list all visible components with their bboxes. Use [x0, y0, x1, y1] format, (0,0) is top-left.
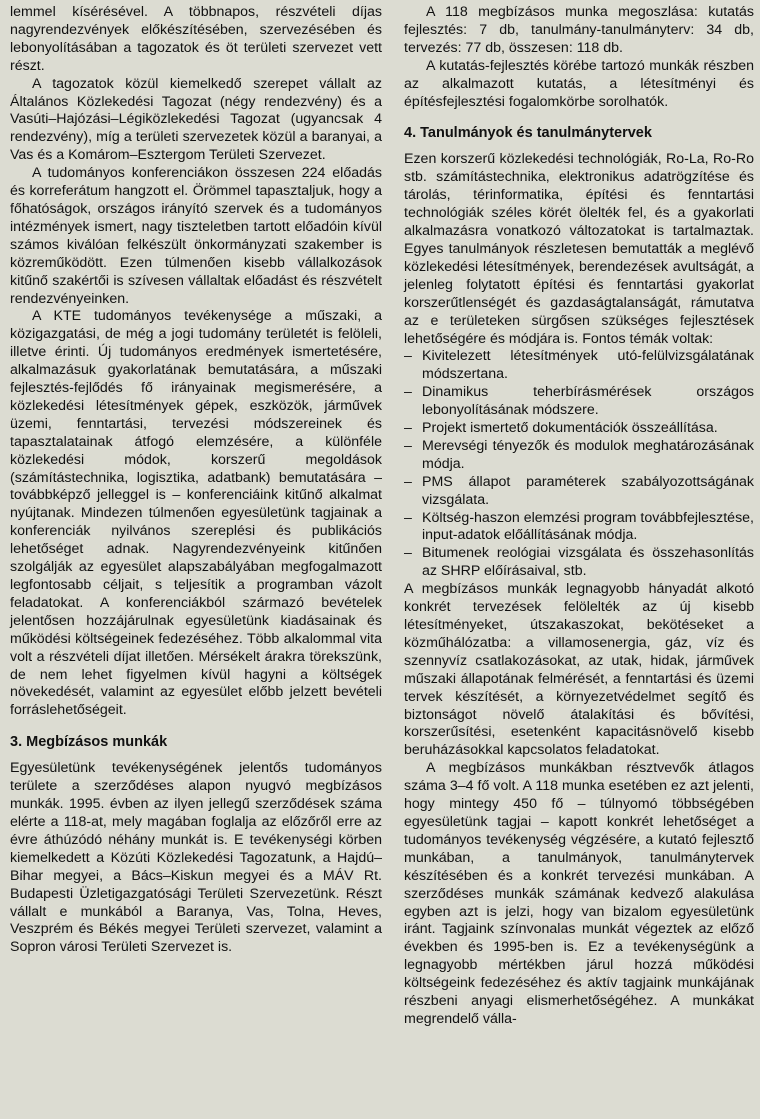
right-column — [404, 4, 754, 1029]
paragraph: A 118 megbízásos munka megoszlása: kutatás fejlesztés: 7 db, tanulmány-tanulmányterv: 34 db, tervezés: 77 db, összesen: 118 db. — [404, 4, 754, 56]
list-item: – Költség-haszon elemzési program továbbfejlesztése, input-adatok előállításának módja. — [404, 510, 754, 546]
list-item: – Projekt ismertető dokumentációk összeállítása. — [404, 420, 754, 438]
section-heading-4: 4. Tanulmányok és tanulmánytervek — [404, 125, 652, 142]
list-item: – PMS állapot paraméterek szabályozottságának vizsgálata. — [404, 474, 754, 510]
paragraph: lemmel kísérésével. A többnapos, részvételi díjas nagyrendezvények előkészítésében, szervezésében és lebonyolításában a tagozatok és öt területi szervezet vett részt. — [10, 4, 382, 74]
paragraph: A megbízásos munkákban résztvevők átlagos száma 3–4 fő volt. A 118 munka esetében ez azt jelenti, hogy mintegy 450 fő – túlnyomó többségében egyesületünk tagjai – kapott konkrét lehetőséget a tudományos tevékenység végzésére, a kutató fejlesztő munkában, a tanulmányok, tanulmánytervek készítésében és a konkrét tervezési munkában. A szerződéses munkák számának kedvező alakulása egyben azt is jelzi, hogy van bizalom egyesületünk iránt. Tagjaink színvonalas munkát végeztek az előző években és 1995-ben is. Ez a tevékenységünk a legnagyobb mértékben járul hozzá működési költségeink fedezéséhez és aktív tagjaink munkájának részbeni anyagi elismerhetőségéhez. A munkákat megrendelő válla- — [404, 760, 754, 1027]
list-item: – Kivitelezett létesítmények utó-felülvizsgálatának módszertana. — [404, 348, 754, 384]
paragraph: A kutatás-fejlesztés körébe tartozó munkák részben az alkalmazott kutatás, a létesítményi és építésfejlesztési fogalomkörbe sorolhatók. — [404, 57, 754, 110]
paragraph: A tagozatok közül kiemelkedő szerepet vállalt az Általános Közlekedési Tagozat (négy rendezvény) és a Vasúti–Hajózási–Légiközlekedési Tagozat (ugyancsak 4 rendezvény), míg a területi szervezetek közül a baranyai, a Vas és a Komárom–Esztergom Területi Szervezet. — [10, 75, 382, 164]
paragraph: Egyesületünk tevékenységének jelentős tudományos területe a szerződéses alapon nyugvó megbízásos munkák. 1995. évben az ilyen jellegű szerződések száma elérte a 118-at, mely magában foglalja az előzőről erre az évre áthúzódó néhány munkát is. E tevékenységi körben kiemelkedett a Közúti Közlekedési Tagozatunk, a Hajdú–Bihar megyei, a Bács–Kiskun megyei és a MÁV Rt. Budapesti Üzletigazgatósági Területi Szervezetünk. Részt vállalt e munkából a Baranya, Vas, Tolna, Heves, Veszprém és Békés megyei Területi szervezet, valamint a Sopron városi Területi Szervezet is. — [10, 760, 382, 956]
section-heading-3: 3. Megbízásos munkák — [10, 734, 168, 751]
left-column — [10, 4, 382, 957]
topic-list — [404, 348, 754, 581]
paragraph: Ezen korszerű közlekedési technológiák, Ro-La, Ro-Ro stb. számítástechnika, elektronikus adatrögzítése és tárolás, térinformatika, építési és fenntartási technológiák széles körét ölelték fel, és a gyakorlati alkalmazásra vonatkozó változatokat is tartalmaztak. Egyes tanulmányok részletesen bemutatták a meglévő közlekedési létesítmények, berendezések avultságát, a jelenleg folytatott építési és fenntartási gyakorlat korszerűtlenségét és gazdaságtalanságát, rámutatva az e területeken sürgősen szükséges fejlesztések lehetőségére és módjára is. Fontos témák voltak: — [404, 151, 754, 347]
paragraph: A tudományos konferenciákon összesen 224 előadás és korreferátum hangzott el. Örömmel tapasztaljuk, hogy a főhatóságok, országos irányító szervek és a tudományos intézmények ismert, nagy tiszteletben tartott előadóin kívül számos kiválóan felkészült önkormányzati szakember is közreműködött. Ezen túlmenően kisebb vállalkozások kitűnő szakértői is szívesen vállaltak előadást és részvételt rendezvényeinken. — [10, 165, 382, 307]
list-item: – Dinamikus teherbírásmérések országos lebonyolításának módszere. — [404, 384, 754, 420]
paragraph: A megbízásos munkák legnagyobb hányadát alkotó konkrét tervezések felölelték az új kisebb létesítményeket, útszakaszokat, bekötéseket a közműhálózatba: a villamosenergia, gáz, víz és szennyvíz csatlakozásokat, az utak, hidak, járművek műszaki állapotának felmérését, a fenntartási és üzemi tervek készítését, a környezetvédelmet segítő és biztonságot növelő átalakítási és bővítési, korszerűsítési, esetenként kapacitásnövelő kisebb beruházásokkal kapcsolatos feladatokat. — [404, 581, 754, 759]
paragraph: A KTE tudományos tevékenysége a műszaki, a közigazgatási, de még a jogi tudomány területét is felöleli, illetve érinti. Új tudományos eredmények ismertetésére, alkalmazásuk gyakorlatának bemutatására, a műszaki fejlesztés-fejlődés fő irányainak megismerésére, a közlekedési létesítmények gépek, eszközök, járművek üzemi, fenntartási, tervezési módszereinek és tapasztalatainak átfogó elemzésére, a különféle közlekedési módok, korszerű megoldások (számítástechnika, logisztika, adatbank) bemutatására – továbbképző jelleggel is – konferenciáink kitűnő alkalmat nyújtanak. Mindezen túlmenően egyesületünk tagjainak a konferenciák nyilvános szereplési és publikációs lehetőséget adnak. Nagyrendezvényeink kitűnően szolgálják az egyesület alapszabályában megfogalmazott legfontosabb céljait, s teljesítik a programban vázolt feladatokat. A konferenciákból származó bevételek jelentősen hozzájárulnak egyesületünk kiadásainak és működési költségeinek fedezéséhez. Több alkalommal vita volt a részvételi díjat illetően. Mérsékelt árakra törekszünk, de nem lehet figyelmen kívül hagyni a költségek növekedését, valamint az egyesület előbb jelzett bevételi forráslehetőségeit. — [10, 308, 382, 719]
list-item: – Bitumenek reológiai vizsgálata és összehasonlítás az SHRP előírásaival, stb. — [404, 545, 754, 581]
list-item: – Merevségi tényezők és modulok meghatározásának módja. — [404, 438, 754, 474]
